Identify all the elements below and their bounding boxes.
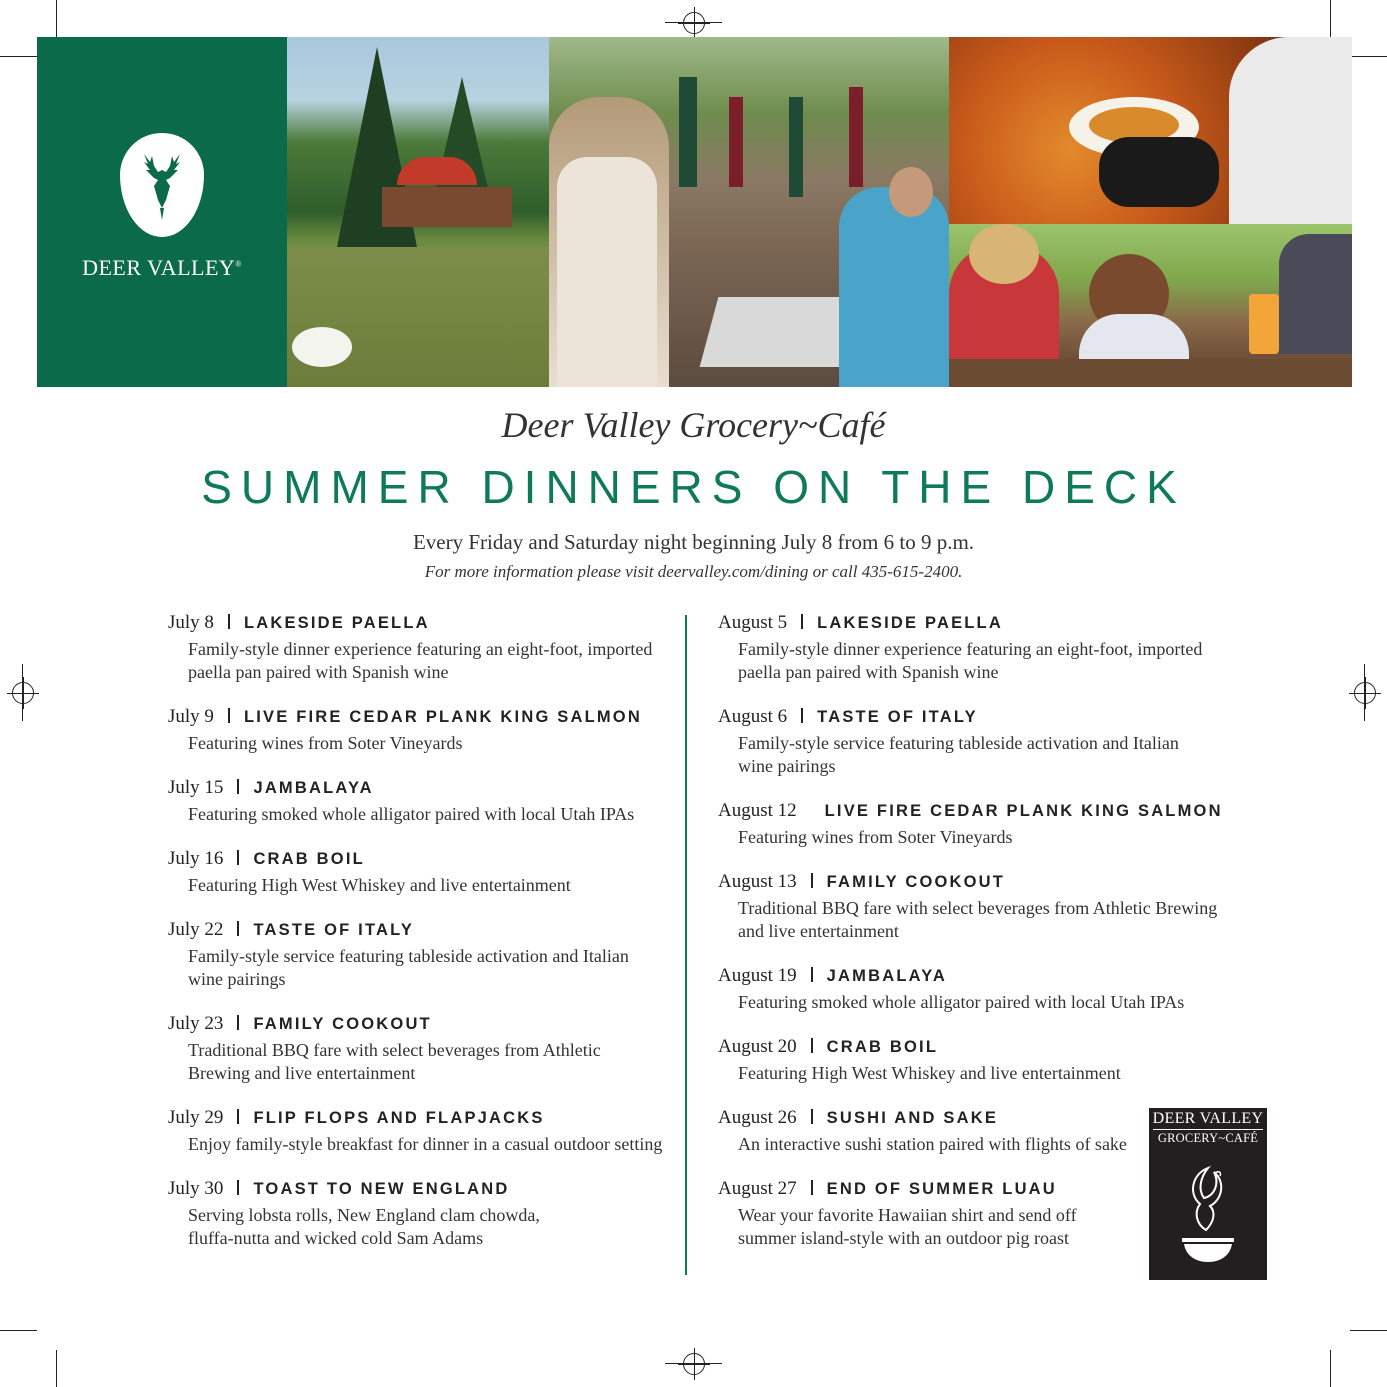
event-date: August 20 (718, 1036, 797, 1057)
event-description (738, 732, 1218, 778)
event-separator (811, 1109, 813, 1124)
event-header (168, 706, 668, 728)
event-separator (228, 614, 230, 629)
schedule-event (718, 706, 1218, 778)
event-header (718, 706, 1218, 728)
schedule-event (718, 965, 1218, 1014)
event-date: July 16 (168, 848, 224, 869)
event-title: CRAB BOIL (826, 1038, 939, 1056)
event-description-line: An interactive sushi station paired with flights of sake (738, 1134, 1127, 1154)
event-description (188, 803, 668, 826)
deer-valley-logo (37, 37, 287, 387)
grocery-cafe-logo (1149, 1108, 1267, 1280)
event-title: LIVE FIRE CEDAR PLANK KING SALMON (824, 802, 1223, 820)
event-separator (237, 921, 239, 936)
event-date: July 23 (168, 1013, 224, 1034)
crop-mark (1330, 1350, 1331, 1387)
schedule-event (168, 706, 668, 755)
schedule-event (168, 1107, 668, 1156)
event-separator (228, 708, 230, 723)
event-description (188, 1039, 668, 1085)
event-description (738, 1133, 1218, 1156)
schedule-event (168, 1013, 668, 1085)
event-description-line: fluffa-nutta and wicked cold Sam Adams (188, 1228, 484, 1248)
event-separator (237, 779, 239, 794)
event-description (738, 1204, 1218, 1250)
event-description-line: wine pairings (188, 969, 286, 989)
event-header (168, 1178, 668, 1200)
event-title: END OF SUMMER LUAU (826, 1180, 1057, 1198)
event-header (718, 871, 1218, 893)
event-header (168, 919, 668, 941)
schedule-event (718, 1178, 1218, 1250)
event-description (188, 874, 668, 897)
family-dining-photo (949, 224, 1352, 387)
event-description-line: Family-style service featuring tableside activation and Italian (188, 946, 629, 966)
event-description-line: Serving lobsta rolls, New England clam chowda, (188, 1205, 540, 1225)
event-description (188, 1204, 668, 1250)
event-description-line: Wear your favorite Hawaiian shirt and send off (738, 1205, 1077, 1225)
event-header (718, 1107, 1218, 1129)
cafe-logo-line1: DEER VALLEY (1152, 1110, 1264, 1127)
cafe-logo-rule (1153, 1129, 1263, 1130)
event-separator (237, 1109, 239, 1124)
event-header (168, 1013, 668, 1035)
schedule-intro: Every Friday and Saturday night beginning July 8 from 6 to 9 p.m. (412, 530, 975, 554)
lakeside-deck-photo (287, 37, 549, 387)
event-title: SUSHI AND SAKE (826, 1109, 999, 1127)
schedule-column-july (168, 612, 668, 1272)
event-description-line: Featuring High West Whiskey and live entertainment (738, 1063, 1121, 1083)
crop-mark (1350, 1330, 1387, 1331)
event-header (168, 1107, 668, 1129)
event-date: August 19 (718, 965, 797, 986)
event-title: FAMILY COOKOUT (253, 1015, 432, 1033)
event-description (188, 945, 668, 991)
cafe-subtitle: Deer Valley Grocery~Café (501, 405, 886, 445)
live-music-photo (549, 37, 949, 387)
event-description-line: Family-style dinner experience featuring an eight-foot, imported (738, 639, 1203, 659)
schedule-event (718, 1036, 1218, 1085)
event-title: FAMILY COOKOUT (826, 873, 1006, 891)
event-date: August 13 (718, 871, 797, 892)
registration-mark-icon (683, 12, 705, 34)
event-description-line: Family-style dinner experience featuring an eight-foot, imported (188, 639, 653, 659)
event-date: August 26 (718, 1107, 797, 1128)
event-description-line: paella pan paired with Spanish wine (738, 662, 999, 682)
event-date: July 29 (168, 1107, 224, 1128)
schedule-event (718, 800, 1223, 849)
crop-mark (56, 1350, 57, 1387)
event-header (168, 777, 668, 799)
event-header (718, 965, 1218, 987)
event-description-line: Traditional BBQ fare with select beverages from Athletic (188, 1040, 601, 1060)
event-separator (811, 1180, 813, 1195)
paella-photo (949, 37, 1352, 224)
schedule-column-august (718, 612, 1223, 1272)
crop-mark (0, 56, 37, 57)
event-date: August 5 (718, 612, 788, 633)
event-header (718, 1036, 1218, 1058)
event-header (718, 1178, 1218, 1200)
page-title: SUMMER DINNERS ON THE DECK (201, 461, 1186, 513)
event-title: LAKESIDE PAELLA (817, 614, 1003, 632)
crop-mark (1330, 0, 1331, 37)
event-separator (811, 967, 813, 982)
event-date: August 27 (718, 1178, 797, 1199)
schedule-event (168, 1178, 668, 1250)
event-description-line: Featuring wines from Soter Vineyards (188, 733, 463, 753)
header-band (37, 37, 1352, 387)
schedule-event (718, 612, 1218, 684)
event-description-line: Featuring smoked whole alligator paired with local Utah IPAs (738, 992, 1185, 1012)
event-date: August 12 (718, 800, 797, 821)
registration-mark-icon (1354, 682, 1376, 704)
crop-mark (56, 0, 57, 37)
event-title: LAKESIDE PAELLA (243, 614, 430, 632)
event-separator (801, 614, 803, 629)
event-description-line: Featuring smoked whole alligator paired with local Utah IPAs (188, 804, 635, 824)
event-title: JAMBALAYA (826, 967, 948, 985)
event-description-line: Brewing and live entertainment (188, 1063, 416, 1083)
event-separator (237, 1015, 239, 1030)
cafe-logo-line2: GROCERY~CAFÉ (1157, 1131, 1259, 1145)
event-separator (801, 708, 803, 723)
schedule-event (168, 919, 668, 991)
event-date: August 6 (718, 706, 788, 727)
event-description (738, 1062, 1218, 1085)
schedule-event (718, 1107, 1218, 1156)
event-description-line: Family-style service featuring tableside activation and Italian (738, 733, 1179, 753)
logo-wordmark: DEER VALLEY® (82, 255, 242, 280)
column-divider (685, 615, 687, 1275)
event-title: JAMBALAYA (253, 779, 374, 797)
event-header (168, 612, 668, 634)
event-header (168, 848, 668, 870)
event-description-line: Featuring wines from Soter Vineyards (738, 827, 1013, 847)
schedule-event (718, 871, 1218, 943)
event-description-line: summer island-style with an outdoor pig roast (738, 1228, 1069, 1248)
event-description (188, 1133, 668, 1156)
registration-mark-icon (12, 682, 34, 704)
event-date: July 30 (168, 1178, 224, 1199)
event-date: July 9 (168, 706, 214, 727)
event-description (738, 826, 1218, 849)
event-description (738, 897, 1218, 943)
event-title: FLIP FLOPS AND FLAPJACKS (253, 1109, 545, 1127)
event-separator (237, 850, 239, 865)
event-description-line: Enjoy family-style breakfast for dinner in a casual outdoor setting (188, 1134, 663, 1154)
event-description (188, 638, 668, 684)
event-description (188, 732, 668, 755)
event-title: TASTE OF ITALY (817, 708, 978, 726)
event-description-line: and live entertainment (738, 921, 899, 941)
event-separator (237, 1180, 239, 1195)
event-description-line: Traditional BBQ fare with select beverages from Athletic Brewing (738, 898, 1218, 918)
event-title: TASTE OF ITALY (253, 921, 415, 939)
event-description (738, 991, 1218, 1014)
contact-info: For more information please visit deervalley.com/dining or call 435-615-2400. (424, 562, 963, 581)
event-description (738, 638, 1218, 684)
event-date: July 8 (168, 612, 214, 633)
event-title: LIVE FIRE CEDAR PLANK KING SALMON (243, 708, 642, 726)
registration-mark-icon (683, 1353, 705, 1375)
crop-mark (1350, 56, 1387, 57)
event-separator (811, 1038, 813, 1053)
steaming-bowl-icon (1174, 1160, 1242, 1268)
schedule-event (168, 848, 668, 897)
schedule-event (168, 612, 668, 684)
event-date: July 22 (168, 919, 224, 940)
event-description-line: wine pairings (738, 756, 836, 776)
deer-head-icon (120, 133, 204, 237)
event-date: July 15 (168, 777, 224, 798)
event-header (718, 612, 1218, 634)
event-description-line: paella pan paired with Spanish wine (188, 662, 449, 682)
event-title: CRAB BOIL (253, 850, 365, 868)
event-separator (811, 873, 813, 888)
event-title: TOAST TO NEW ENGLAND (253, 1180, 510, 1198)
schedule-event (168, 777, 668, 826)
event-header (718, 800, 1223, 822)
crop-mark (0, 1330, 37, 1331)
event-description-line: Featuring High West Whiskey and live entertainment (188, 875, 571, 895)
